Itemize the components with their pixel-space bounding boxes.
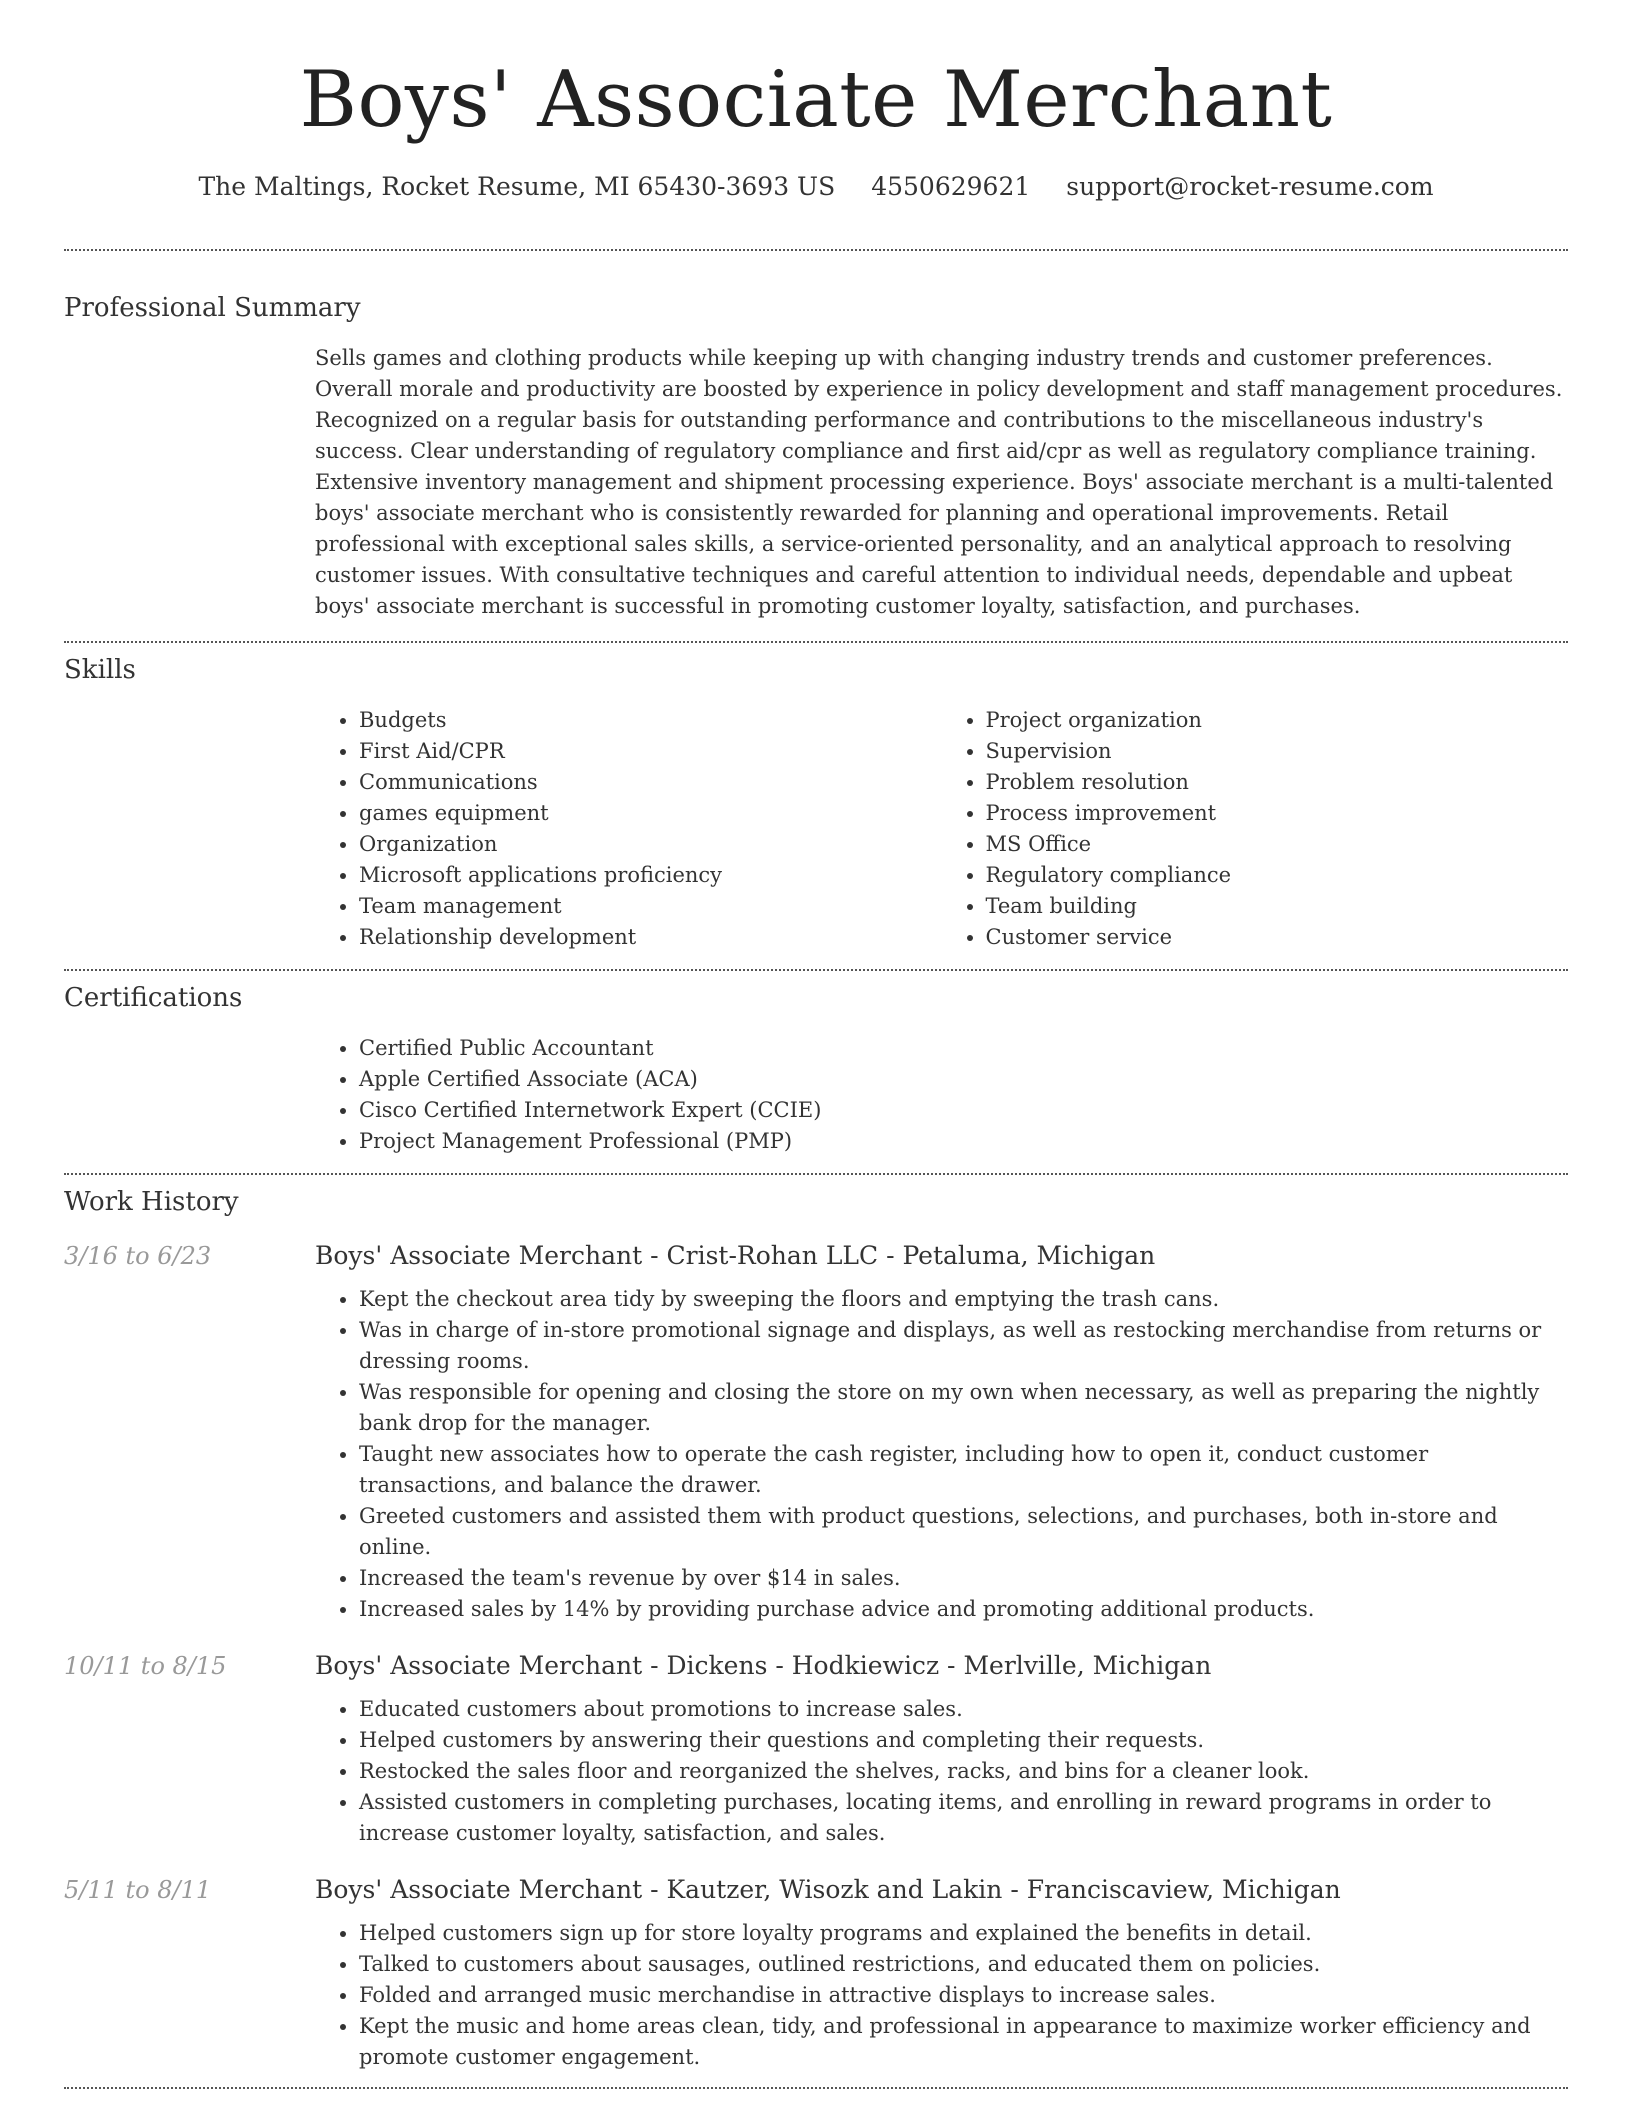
job-bullet: • Educated customers about promotions to increase sales. xyxy=(359,1694,1568,1725)
job-title: Boys' Associate Merchant - Dickens - Hodkiewicz - Merlville, Michigan xyxy=(315,1651,1212,1680)
job-bullet: • Restocked the sales floor and reorganized the shelves, racks, and bins for a cleaner look. xyxy=(359,1756,1568,1787)
skill-item: • Microsoft applications proficiency xyxy=(359,860,942,891)
job-bullet: • Taught new associates how to operate the cash register, including how to open it, conduct customer transactions, and balance the drawer. xyxy=(359,1439,1568,1501)
skills-section xyxy=(0,655,1632,953)
job-bullet: • Kept the checkout area tidy by sweeping the floors and emptying the trash cans. xyxy=(359,1284,1568,1315)
skill-item: • First Aid/CPR xyxy=(359,736,942,767)
email: support@rocket-resume.com xyxy=(1066,172,1434,201)
skill-item: • Communications xyxy=(359,767,942,798)
certifications-list xyxy=(315,1033,1568,1157)
skill-item: • Regulatory compliance xyxy=(986,860,1569,891)
certification-item: • Apple Certified Associate (ACA) xyxy=(359,1064,1568,1095)
divider xyxy=(64,2087,1568,2089)
divider xyxy=(64,641,1568,643)
job-bullet: • Greeted customers and assisted them with product questions, selections, and purchases, both in-store and online. xyxy=(359,1501,1568,1563)
job-entry xyxy=(64,1651,1568,1849)
section-title-certifications: Certifications xyxy=(64,983,243,1013)
skill-item: • Organization xyxy=(359,829,942,860)
job-bullet: • Was responsible for opening and closing the store on my own when necessary, as well as preparing the nightly bank drop for the manager. xyxy=(359,1377,1568,1439)
skills-list-left xyxy=(315,705,942,953)
job-bullet: • Increased sales by 14% by providing purchase advice and promoting additional products. xyxy=(359,1594,1568,1625)
job-bullets xyxy=(315,1694,1568,1849)
job-bullet: • Was in charge of in-store promotional signage and displays, as well as restocking merchandise from returns or dressing rooms. xyxy=(359,1315,1568,1377)
job-entry xyxy=(64,1241,1568,1625)
job-bullet: • Helped customers by answering their questions and completing their requests. xyxy=(359,1725,1568,1756)
job-dates: 5/11 to 8/11 xyxy=(64,1876,212,1904)
summary-section xyxy=(0,293,1632,622)
job-title: Boys' Associate Merchant - Crist-Rohan LLC - Petaluma, Michigan xyxy=(315,1241,1156,1270)
certifications-section xyxy=(0,983,1632,1157)
job-bullet: • Assisted customers in completing purchases, locating items, and enrolling in reward programs in order to increase customer loyalty, satisfaction, and sales. xyxy=(359,1787,1568,1849)
certification-item: • Project Management Professional (PMP) xyxy=(359,1126,1568,1157)
work-history-section xyxy=(0,1187,1632,2073)
skills-list-right xyxy=(942,705,1569,953)
skill-item: • MS Office xyxy=(986,829,1569,860)
job-bullet: • Increased the team's revenue by over $14 in sales. xyxy=(359,1563,1568,1594)
skill-item: • Project organization xyxy=(986,705,1569,736)
certification-item: • Cisco Certified Internetwork Expert (CCIE) xyxy=(359,1095,1568,1126)
job-bullet: • Helped customers sign up for store loyalty programs and explained the benefits in detail. xyxy=(359,1918,1568,1949)
contact-line xyxy=(0,172,1632,201)
job-bullets xyxy=(315,1918,1568,2073)
divider xyxy=(64,969,1568,971)
skill-item: • Budgets xyxy=(359,705,942,736)
divider xyxy=(64,249,1568,251)
resume-header xyxy=(0,0,1632,201)
skill-item: • games equipment xyxy=(359,798,942,829)
section-title-work-history: Work History xyxy=(64,1187,239,1217)
job-dates: 10/11 to 8/15 xyxy=(64,1652,227,1680)
summary-text: Sells games and clothing products while keeping up with changing industry trends and customer preferences. Overall morale and productivity are boosted by experience in policy development and staff management procedures. Recognized on a regular basis for outstanding performance and contributions to the miscellaneous industry's success. Clear understanding of regulatory compliance and first aid/cpr as well as regulatory compliance training. Extensive inventory management and shipment processing experience. Boys' associate merchant is a multi-talented boys' associate merchant who is consistently rewarded for planning and operational improvements. Retail professional with exceptional sales skills, a service-oriented personality, and an analytical approach to resolving customer issues. With consultative techniques and careful attention to individual needs, dependable and upbeat boys' associate merchant is successful in promoting customer loyalty, satisfaction, and purchases. xyxy=(315,346,1563,618)
job-title: Boys' Associate Merchant - Kautzer, Wisozk and Lakin - Franciscaview, Michigan xyxy=(315,1875,1341,1904)
skill-item: • Problem resolution xyxy=(986,767,1569,798)
job-bullets xyxy=(315,1284,1568,1625)
address: The Maltings, Rocket Resume, MI 65430-3693 US xyxy=(198,172,836,201)
section-title-summary: Professional Summary xyxy=(64,293,361,323)
skill-item: • Team management xyxy=(359,891,942,922)
skill-item: • Customer service xyxy=(986,922,1569,953)
skill-item: • Process improvement xyxy=(986,798,1569,829)
certification-item: • Certified Public Accountant xyxy=(359,1033,1568,1064)
job-bullet: • Kept the music and home areas clean, tidy, and professional in appearance to maximize worker efficiency and promote customer engagement. xyxy=(359,2011,1568,2073)
divider xyxy=(64,1173,1568,1175)
job-entry xyxy=(64,1875,1568,2073)
skill-item: • Supervision xyxy=(986,736,1569,767)
skill-item: • Relationship development xyxy=(359,922,942,953)
job-bullet: • Folded and arranged music merchandise in attractive displays to increase sales. xyxy=(359,1980,1568,2011)
job-dates: 3/16 to 6/23 xyxy=(64,1242,212,1270)
skill-item: • Team building xyxy=(986,891,1569,922)
section-title-skills: Skills xyxy=(64,655,136,685)
phone: 4550629621 xyxy=(871,172,1031,201)
candidate-name: Boys' Associate Merchant xyxy=(299,55,1333,145)
job-bullet: • Talked to customers about sausages, outlined restrictions, and educated them on policies. xyxy=(359,1949,1568,1980)
